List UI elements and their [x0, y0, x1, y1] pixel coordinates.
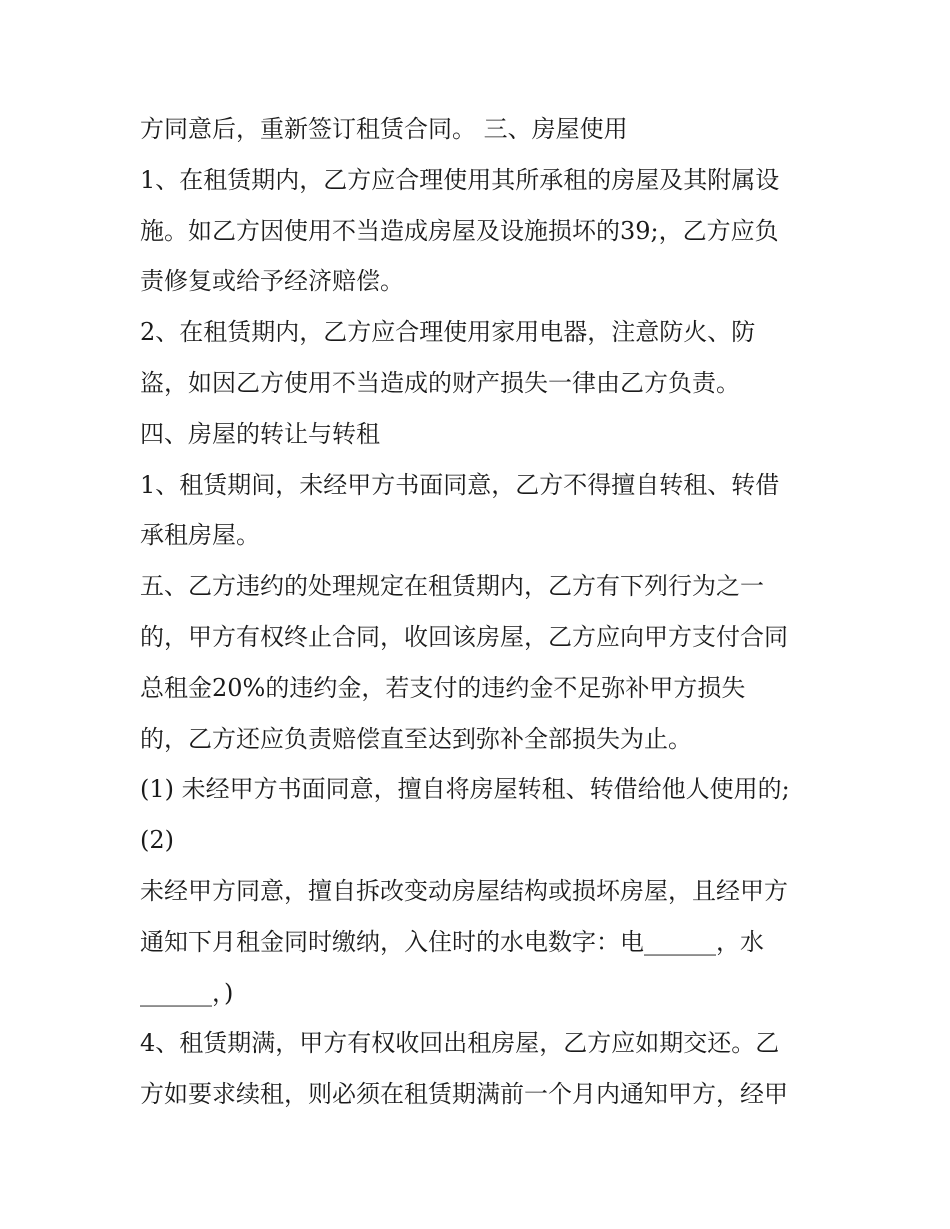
text-line: 通知下月租金同时缴纳，入住时的水电数字：电______，水: [140, 927, 764, 956]
text-line: 2、在租赁期内，乙方应合理使用家用电器，注意防火、防: [140, 318, 756, 347]
section-heading: 四、房屋的转让与转租: [140, 419, 380, 448]
text-line: 的，乙方还应负责赔偿直至达到弥补全部损失为止。: [140, 724, 692, 753]
section-heading: 五、乙方违约的处理规定在租赁期内，乙方有下列行为之一: [140, 572, 764, 601]
text-line: ______，): [140, 978, 234, 1007]
text-line: 方如要求续租，则必须在租赁期满前一个月内通知甲方，经甲: [140, 1080, 788, 1109]
text-line: 的，甲方有权终止合同，收回该房屋，乙方应向甲方支付合同: [140, 622, 788, 651]
text-line: 4、租赁期满，甲方有权收回出租房屋，乙方应如期交还。乙: [140, 1029, 780, 1058]
text-line: 方同意后，重新签订租赁合同。 三、房屋使用: [140, 115, 628, 143]
text-line: (2): [140, 826, 174, 855]
text-line: 1、在租赁期内，乙方应合理使用其所承租的房屋及其附属设: [140, 165, 780, 194]
contract-text: [140, 104, 830, 1120]
text-line: 总租金20%的违约金，若支付的违约金不足弥补甲方损失: [140, 673, 746, 702]
text-line: 盗，如因乙方使用不当造成的财产损失一律由乙方负责。: [140, 368, 740, 397]
text-line: 未经甲方同意，擅自拆改变动房屋结构或损坏房屋，且经甲方: [140, 876, 788, 905]
text-line: 施。如乙方因使用不当造成房屋及设施损坏的39;，乙方应负: [140, 216, 779, 245]
text-line: 责修复或给予经济赔偿。: [140, 267, 404, 296]
text-line: 1、租赁期间，未经甲方书面同意，乙方不得擅自转租、转借: [140, 470, 780, 499]
text-line: 承租房屋。: [140, 521, 260, 550]
text-line: (1) 未经甲方书面同意，擅自将房屋转租、转借给他人使用的;: [140, 775, 790, 804]
